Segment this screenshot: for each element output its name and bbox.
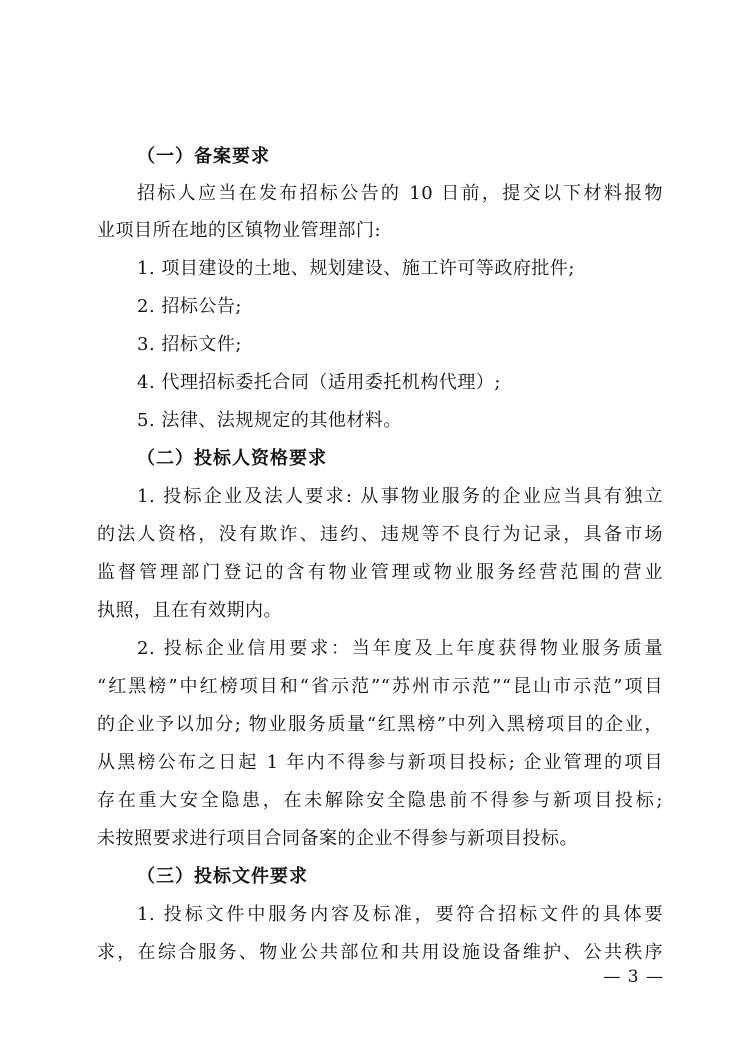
paragraph-line: 从黑榜公布之日起 1 年内不得参与新项目投标; 企业管理的项目 [97,752,663,773]
paragraph-line: 存在重大安全隐患，在未解除安全隐患前不得参与新项目投标; [97,790,663,811]
paragraph-line: 执照，且在有效期内。 [97,600,282,621]
list-item: 5. 法律、法规规定的其他材料。 [137,410,402,431]
paragraph-line: 招标人应当在发布招标公告的 10 日前，提交以下材料报物 [137,183,663,204]
section-heading-bidder-qualifications: （二）投标人资格要求 [137,448,327,469]
list-item: 3. 招标文件; [137,334,242,355]
paragraph-line: 业项目所在地的区镇物业管理部门: [97,220,382,241]
paragraph-line: 1. 投标企业及法人要求: 从事物业服务的企业应当具有独立 [137,486,663,507]
paragraph-line: 的企业予以加分; 物业服务质量“红黑榜”中列入黑榜项目的企业， [97,714,663,735]
paragraph-line: 的法人资格，没有欺诈、违约、违规等不良行为记录，具备市场 [97,524,663,545]
list-item: 1. 项目建设的土地、规划建设、施工许可等政府批件; [137,258,575,279]
section-heading-bid-document-requirements: （三）投标文件要求 [137,866,308,887]
paragraph-line: 1. 投标文件中服务内容及标准，要符合招标文件的具体要 [137,904,663,925]
paragraph-line: 监督管理部门登记的含有物业管理或物业服务经营范围的营业 [97,562,663,583]
list-item: 4. 代理招标委托合同（适用委托机构代理）; [137,372,501,393]
list-item: 2. 招标公告; [137,296,242,317]
paragraph-line: 2. 投标企业信用要求：当年度及上年度获得物业服务质量 [137,638,663,659]
paragraph-line: “红黑榜”中红榜项目和“省示范”“苏州市示范”“昆山市示范”项目 [97,676,663,697]
paragraph-line: 未按照要求进行项目合同备案的企业不得参与新项目投标。 [97,828,578,849]
paragraph-line: 求，在综合服务、物业公共部位和共用设施设备维护、公共秩序 [97,942,663,963]
section-heading-filing-requirements: （一）备案要求 [137,146,270,167]
page-number: — 3 — [603,967,664,987]
